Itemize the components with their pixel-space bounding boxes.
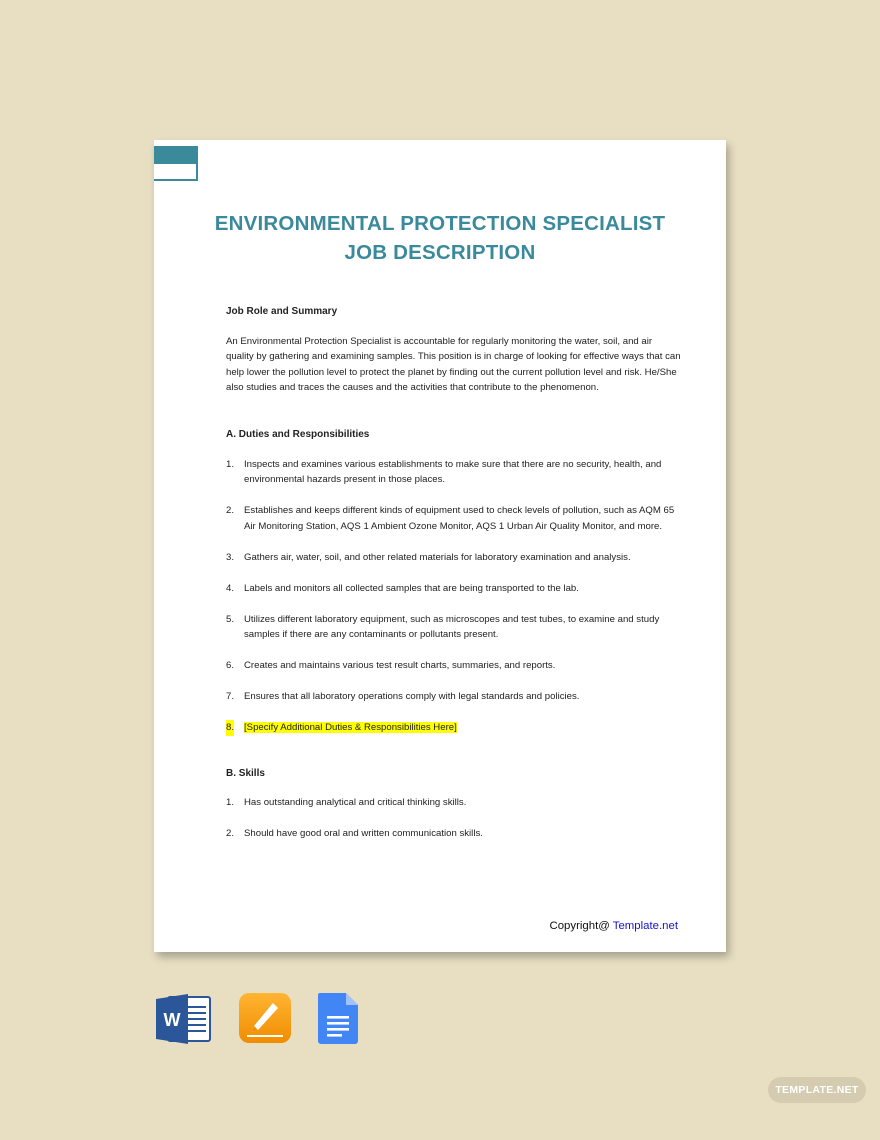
pages-icon[interactable] <box>239 993 291 1045</box>
skills-list <box>226 795 682 842</box>
summary-heading: Job Role and Summary <box>226 306 338 317</box>
list-item: 6. Creates and maintains various test result charts, summaries, and reports. <box>226 660 556 672</box>
list-item: 3. Gathers air, water, soil, and other related materials for laboratory examination and analysis. <box>226 551 631 563</box>
duties-heading: A. Duties and Responsibilities <box>226 428 370 440</box>
title-line-2: JOB DESCRIPTION <box>344 241 536 264</box>
list-item: 7. Ensures that all laboratory operations comply with legal standards and policies. <box>226 691 580 703</box>
document-body <box>226 304 682 842</box>
copyright-link[interactable]: Template.net <box>612 920 678 932</box>
skills-heading: B. Skills <box>226 767 265 779</box>
list-item: 4. Labels and monitors all collected samples that are being transported to the lab. <box>226 582 579 594</box>
highlighted-placeholder: [Specify Additional Duties & Responsibilities Here] <box>244 722 457 734</box>
list-item: 2. Should have good oral and written communication skills. <box>226 828 483 840</box>
corner-decoration <box>154 146 198 182</box>
copyright-text: Copyright@ <box>549 920 613 932</box>
svg-text:W: W <box>163 1010 181 1030</box>
duties-list <box>226 457 682 736</box>
title-line-1: ENVIRONMENTAL PROTECTION SPECIALIST <box>214 212 666 235</box>
summary-text: An Environmental Protection Specialist is accountable for regularly monitoring the water, soil, and air quality by gathering and examining samples. This position is in charge of looking for effective ways that can help lower the pollution level to protect the planet by finding out the current pollution level and risk. He/She also studies and traces the causes and the activities that contribute to the phenomenon. <box>226 335 681 394</box>
word-icon[interactable] <box>154 993 212 1045</box>
list-item: 2. Establishes and keeps different kinds of equipment used to check levels of pollution, such as AQM 65 Air Monitoring Station, AQS 1 Ambient Ozone Monitor, AQS 1 Urban Air Quality Monitor, and more. <box>226 505 675 532</box>
list-item-placeholder: 8. [Specify Additional Duties & Responsibilities Here] <box>226 720 682 736</box>
list-item: 1. Has outstanding analytical and critical thinking skills. <box>226 797 467 809</box>
document-page <box>154 140 726 952</box>
list-item: 1. Inspects and examines various establishments to make sure that there are no security, health, and environmental hazards present in those places. <box>226 458 662 486</box>
list-item: 5. Utilizes different laboratory equipment, such as microscopes and test tubes, to examine and study samples if there are any contaminants or pollutants present. <box>226 613 660 641</box>
google-docs-icon[interactable] <box>318 993 358 1045</box>
watermark-badge: TEMPLATE.NET <box>768 1077 866 1103</box>
document-title <box>174 209 706 267</box>
copyright-line <box>550 920 679 932</box>
